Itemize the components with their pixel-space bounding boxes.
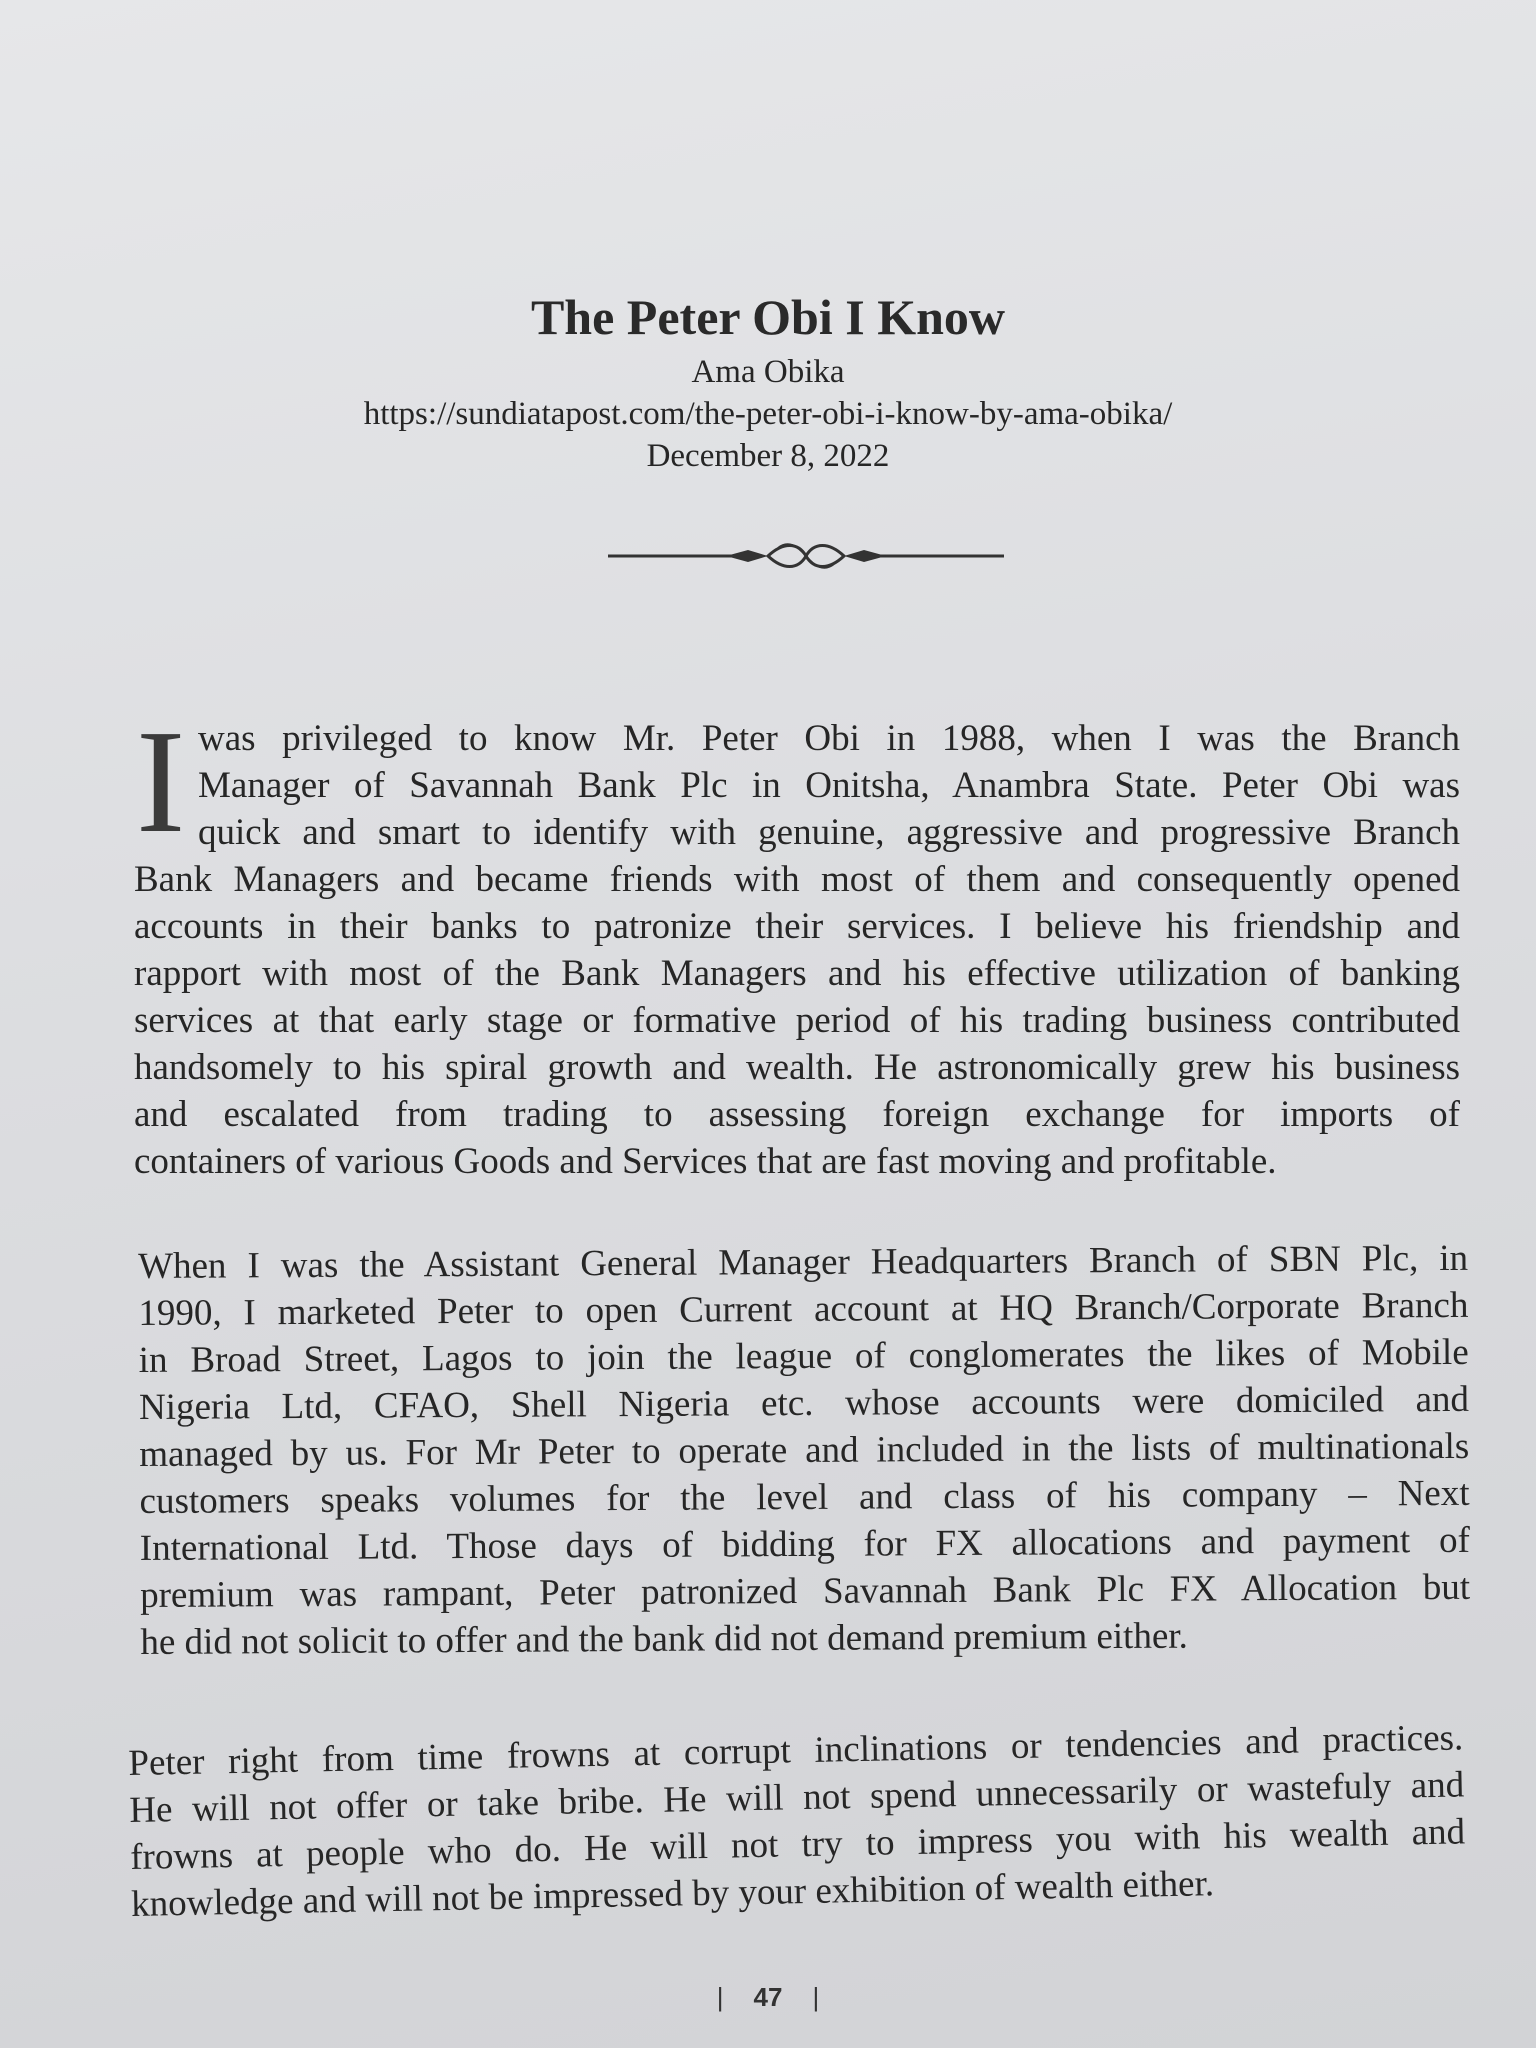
text-line: Peter right from time frowns at corrupt inclinations or tendencies and practices. xyxy=(128,1717,1464,1784)
text-line: He will not offer or take bribe. He will not spend unnecessarily or wastefuly and xyxy=(128,1764,1465,1831)
article-author: Ama Obika xyxy=(691,354,845,390)
article-url: https://sundiatapost.com/the-peter-obi-i-know-by-ama-obika/ xyxy=(363,396,1173,432)
text-line: services at that early stage or formative period of his trading business contributed xyxy=(134,1000,1460,1041)
text-line: Manager of Savannah Bank Plc in Onitsha, Anambra State. Peter Obi was xyxy=(198,765,1460,806)
paragraph-3 xyxy=(128,1714,1466,1928)
text-line: he did not solicit to offer and the bank did not demand premium either. xyxy=(140,1615,1188,1663)
text-line: 1990, I marketed Peter to open Current account at HQ Branch/Corporate Branch xyxy=(138,1284,1469,1334)
text-line: was privileged to know Mr. Peter Obi in 1988, when I was the Branch xyxy=(198,718,1460,759)
text-line: in Broad Street, Lagos to join the league of conglomerates the likes of Mobile xyxy=(138,1331,1469,1381)
page-number: 47 xyxy=(753,1982,783,2012)
text-line: managed by us. For Mr Peter to operate and included in the lists of multinationals xyxy=(139,1425,1470,1475)
drop-cap: I xyxy=(136,700,186,864)
text-line: frowns at people who do. He will not try to impress you with his wealth and xyxy=(129,1811,1466,1878)
page-footer xyxy=(0,1982,1536,2013)
paragraph-2 xyxy=(138,1235,1471,1666)
text-line: containers of various Goods and Services that are fast moving and profitable. xyxy=(134,1141,1277,1182)
text-line: handsomely to his spiral growth and wealth. He astronomically grew his business xyxy=(134,1047,1460,1088)
text-line: When I was the Assistant General Manager Headquarters Branch of SBN Plc, in xyxy=(138,1237,1469,1287)
text-line: and escalated from trading to assessing foreign exchange for imports of xyxy=(134,1094,1460,1135)
text-line: customers speaks volumes for the level and class of his company – Next xyxy=(139,1472,1470,1522)
text-line: rapport with most of the Bank Managers and his effective utilization of banking xyxy=(134,953,1460,994)
text-line: Nigeria Ltd, CFAO, Shell Nigeria etc. whose accounts were domiciled and xyxy=(138,1378,1470,1428)
text-line: knowledge and will not be impressed by your exhibition of wealth either. xyxy=(130,1863,1215,1925)
ornament-divider-icon xyxy=(608,538,1004,574)
article-date: December 8, 2022 xyxy=(646,438,890,474)
text-line: Bank Managers and became friends with most of them and consequently opened xyxy=(134,859,1460,900)
article-title: The Peter Obi I Know xyxy=(530,289,1006,345)
page-separator-right: | xyxy=(812,1982,820,2012)
text-line: International Ltd. Those days of bidding for FX allocations and payment of xyxy=(139,1519,1470,1569)
text-line: premium was rampant, Peter patronized Savannah Bank Plc FX Allocation but xyxy=(140,1566,1471,1616)
page-separator-left: | xyxy=(716,1982,724,2012)
text-line: quick and smart to identify with genuine, aggressive and progressive Branch xyxy=(198,812,1460,853)
text-line: accounts in their banks to patronize their services. I believe his friendship and xyxy=(134,906,1460,947)
paragraph-1 xyxy=(134,715,1460,1185)
